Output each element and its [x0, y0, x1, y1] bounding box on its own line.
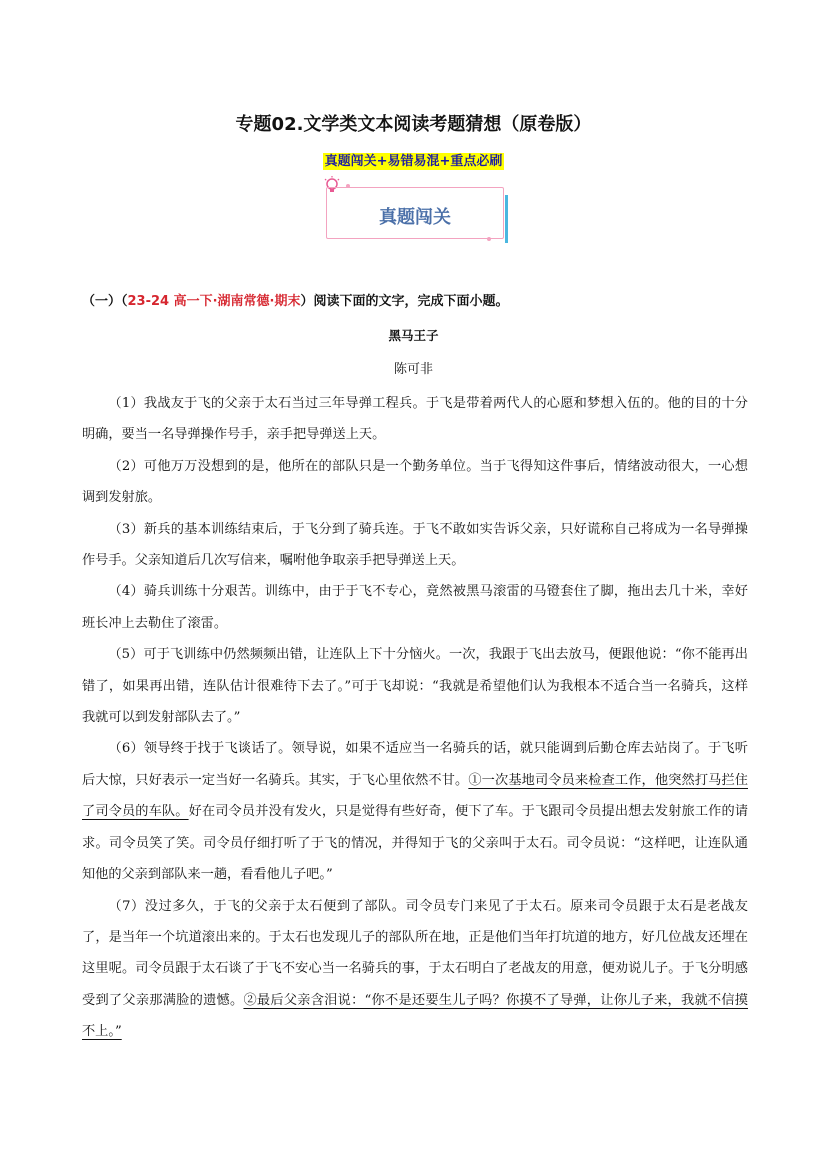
article-body: [82, 388, 748, 1048]
paragraph-4: （4）骑兵训练十分艰苦。训练中，由于于飞不专心，竟然被黑马滚雷的马镫套住了脚，拖出去几十米，幸好班长冲上去勒住了滚雷。: [82, 584, 748, 631]
paragraph-6-text: （6）领导终于找于飞谈话了。领导说，如果不适应当一名骑兵的话，就只能调到后勤仓库去站岗了。于飞听后大惊，只好表示一定当好一名骑兵。其实，于飞心里依然不甘。: [82, 741, 748, 788]
paragraph-3: （3）新兵的基本训练结束后，于飞分到了骑兵连。于飞不敢如实告诉父亲，只好谎称自己将成为一名导弹操作号手。父亲知道后几次写信来，嘱咐他争取亲手把导弹送上天。: [82, 521, 748, 569]
paragraph-7-text: （7）没过多久，于飞的父亲于太石便到了部队。司令员专门来见了于太石。原来司令员跟于太石是老战友了，是当年一个坑道滚出来的。于太石也发现儿子的部队所在地，正是他们当年打坑道的地方，好几位战友还埋在这里呢。司令员跟于太石谈了于飞不安心当一名骑兵的事，于太石明白了老战友的用意，便劝说儿子。于飞分明感受到了父亲那满脸的遗憾。: [82, 898, 748, 1008]
underlined-sentence-2: ②最后父亲含泪说：“你不是还要生儿子吗？你摸不了导弹，让你儿子来，我就不信摸不上。”: [82, 992, 748, 1040]
banner-label: 真题闯关: [379, 207, 451, 228]
document-title: 专题02.文学类文本阅读考题猜想（原卷版）: [235, 114, 592, 135]
document-subtitle: [0, 150, 827, 169]
section-banner: [322, 175, 510, 243]
article-title: 黑马王子: [388, 328, 439, 343]
paragraph-5: （5）可于飞训练中仍然频频出错，让连队上下十分恼火。一次，我跟于飞出去放马，便跟他说：“你不能再出错了，如果再出错，连队估计很难待下去了。”可于飞却说：“我就是希望他们认为我根本不适合当一名骑兵，这样我就可以到发射部队去了。”: [82, 647, 748, 726]
underlined-sentence-1: ①一次基地司令员来检查工作，他突然打马拦住了司令员的车队。: [82, 772, 748, 820]
article-author: 陈可非: [393, 362, 433, 377]
question-heading: [82, 290, 509, 309]
paragraph-6-text-cont: 好在司令员并没有发火，只是觉得有些好奇，便下了车。于飞跟司令员提出想去发射旅工作的请求。司令员笑了笑。司令员仔细打听了于飞的情况，并得知于飞的父亲叫于太石。司令员说：“这样吧，让连队通知他的父亲到部队来一趟，看看他儿子吧。”: [82, 804, 749, 883]
question-suffix: ）阅读下面的文字，完成下面小题。: [300, 294, 509, 309]
paragraph-1: （1）我战友于飞的父亲于太石当过三年导弹工程兵。于飞是带着两代人的心愿和梦想入伍的。他的目的十分明确，要当一名导弹操作号手，亲手把导弹送上天。: [82, 396, 748, 443]
banner-accent: [505, 195, 508, 243]
paragraph-6: [82, 733, 748, 890]
question-source: 23-24 高一下·湖南常德·期末: [127, 294, 301, 309]
banner-dot: [487, 237, 491, 241]
subtitle-highlight: 真题闯关+易错易混+重点必刷: [324, 154, 503, 169]
paragraph-2: （2）可他万万没想到的是，他所在的部队只是一个勤务单位。当于飞得知这件事后，情绪波动很大，一心想调到发射旅。: [82, 458, 748, 506]
banner-dot: [346, 184, 350, 188]
paragraph-7: [82, 891, 748, 1048]
question-prefix: （一）（: [82, 294, 128, 309]
